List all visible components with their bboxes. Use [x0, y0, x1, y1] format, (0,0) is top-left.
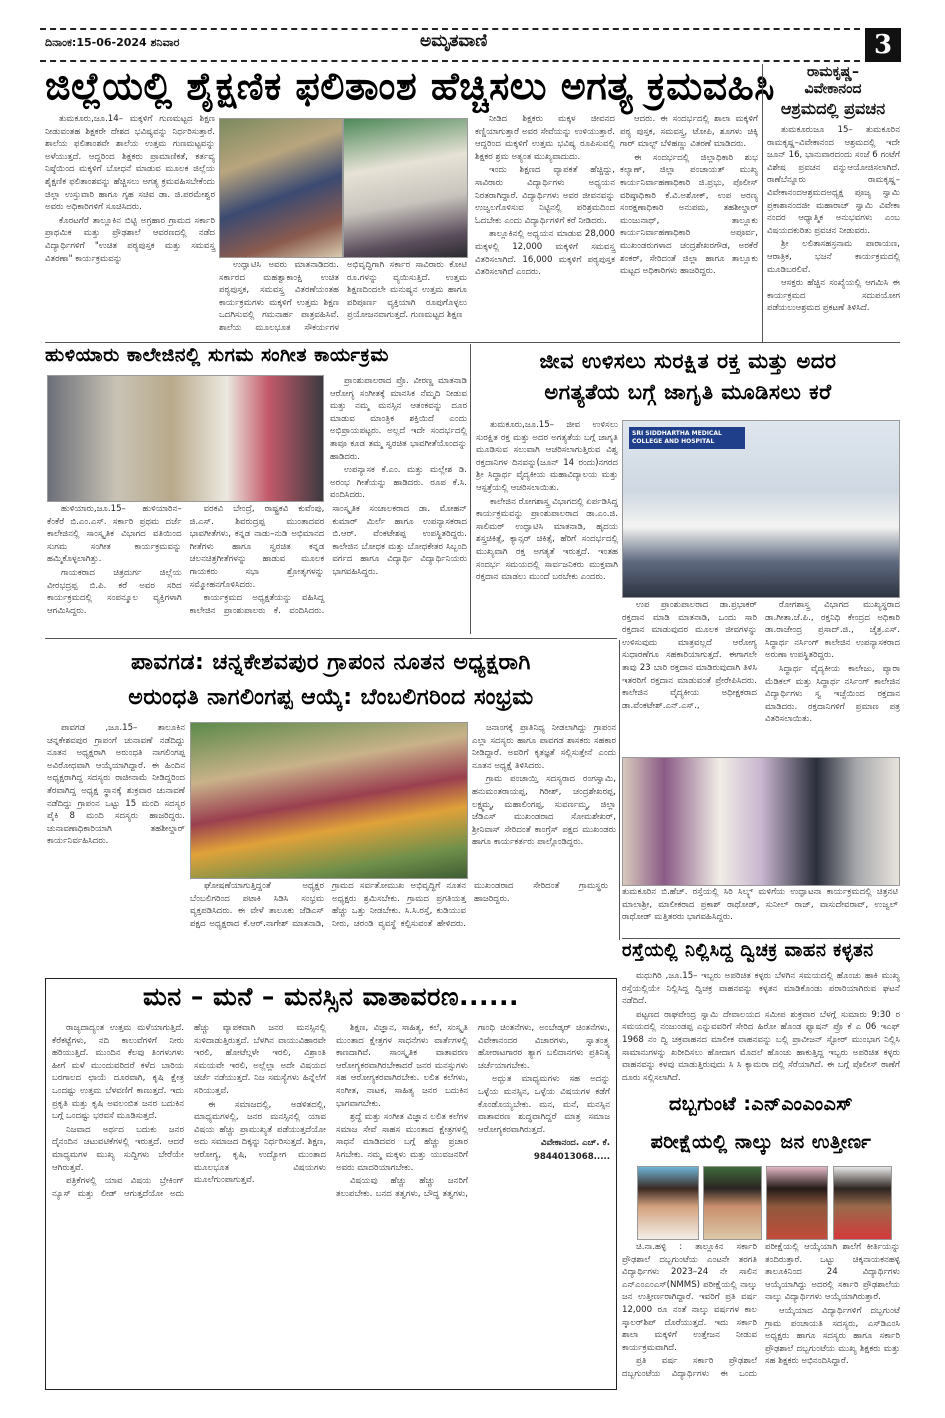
article7-body	[52, 1022, 610, 1384]
page-number: 3	[865, 28, 901, 62]
paragraph: ಕಾರ್ಯಕ್ರಮದ ಅಧ್ಯಕ್ಷತೆಯನ್ನು ವಹಿಸಿದ್ದ ಕಾಲೇಜಿನ ಪ್ರಾಂಶುಪಾಲರು ಕೆ. ವಂದಿಸಿದರು. ಸಾಂಸ್ಕೃತಿಕ ಸಂಚಾಲಕರಾದ ಡಾ. ಮೋಹನ್ ಕುಮಾರ್ ಮಿರ್ಲೆ ಹಾಗೂ ಉಪನ್ಯಾಸಕರಾದ ಬಿ.ಆರ್. ವೆಂಕಟೇಶಪ್ಪ ಉಪಸ್ಥಿತರಿದ್ದರು. ಕಾಲೇಜಿನ ಬೋಧಕ ಮತ್ತು ಬೋಧಕೇತರ ಸಿಬ್ಬಂದಿ ವರ್ಗದ ಹಾಗೂ ವಿದ್ಯಾರ್ಥಿ ವಿದ್ಯಾರ್ಥಿನಿಯರು ಭಾಗವಹಿಸಿದ್ದರು.	[189, 504, 467, 616]
paragraph: ನಿಜವಾದ ಅರ್ಥದ ಬದುಕು ಜನರ ದೈನಂದಿನ ಚಟುವಟಿಕೆಗಳಲ್ಲಿ ಇರುತ್ತದೆ. ಆದರೆ ಮಾಧ್ಯಮಗಳ ಮುಖ್ಯ ಸುದ್ದಿಗಳು ಬೇರೆಯೇ ಆಗಿರುತ್ತವೆ.	[52, 1124, 184, 1173]
article6-body	[622, 1241, 900, 1387]
paragraph: ಕೊರಟಗೆರೆ ತಾಲ್ಲೂಕಿನ ಬಿಟ್ಟಿ ಅಗ್ರಹಾರ ಗ್ರಾಮದ ಸರ್ಕಾರಿ ಪ್ರಾಥಮಿಕ ಮತ್ತು ಪ್ರೌಢಶಾಲೆ ಆವರಣದಲ್ಲಿ ನಡೆದ ವಿದ್ಯಾರ್ಥಿಗಳಿಗೆ "ಉಚಿತ ಪಠ್ಯಪುಸ್ತಕ ಮತ್ತು ಸಮವಸ್ತ್ರ ವಿತರಣಾ" ಕಾರ್ಯಕ್ರಮವನ್ನು	[45, 215, 215, 264]
sidebar-body	[767, 124, 900, 340]
paragraph: ಈ ಸಂದರ್ಭದಲ್ಲಿ ಜಿಲ್ಲಾಧಿಕಾರಿ ಶುಭ ಕಲ್ಯಾಣ್, ಜಿಲ್ಲಾ ಪಂಚಾಯತ್ ಮುಖ್ಯ ಕಾರ್ಯನಿರ್ವಾಹಣಾಧಿಕಾರಿ ಜಿ.ಪ್ರಭು, ಪೊಲೀಸ್ ವರಿಷ್ಠಾಧಿಕಾರಿ ಕೆ.ವಿ.ಅಶೋಕ್, ಉಪ ಅರಣ್ಯ ಸಂರಕ್ಷಣಾಧಿಕಾರಿ ಅನುಪಮ, ತಹಶೀಲ್ದಾರ್ ಮಂಜುನಾಥ್, ತಾಲ್ಲೂಕು ಕಾರ್ಯನಿರ್ವಾಹಣಾಧಿಕಾರಿ ಅಪೂರ್ವ, ಮುಖಂಡರುಗಳಾದ ಚಂದ್ರಶೇಖರಗೌಡ, ಅರಕೆರೆ ಶಂಕರ್, ಸೇರಿದಂತೆ ಜಿಲ್ಲಾ ಹಾಗೂ ತಾಲ್ಲೂಕು ಮಟ್ಟದ ಅಧಿಕಾರಿಗಳು ಹಾಜರಿದ್ದರು.	[620, 152, 758, 277]
paragraph: ತಾಲ್ಲೂಕಿನಲ್ಲಿ ಅಧ್ಯಯನ ಮಾಡುವ 28,000 ಮಕ್ಕಳಲ್ಲಿ 12,000 ಮಕ್ಕಳಿಗೆ ಸಮವಸ್ತ್ರ ವಿತರಿಸಲಾಗಿದೆ. 16,000 ಮಕ್ಕಳಿಗೆ ಪಠ್ಯಪುಸ್ತಕ ವಿತರಿಸಲಾಗಿದೆ ಎಂದರು.	[475, 229, 615, 278]
paragraph: ಸಿದ್ಧಾರ್ಥ ವೈದ್ಯಕೀಯ ಕಾಲೇಜು, ಪ್ಯಾರಾ ಮೆಡಿಕಲ್ ಮತ್ತು ಸಿದ್ಧಾರ್ಥ ನರ್ಸಿಂಗ್ ಕಾಲೇಜಿನ ವಿದ್ಯಾರ್ಥಿಗಳು ಸ್ವ ಇಚ್ಛೆಯಿಂದ ರಕ್ತದಾನ ಮಾಡಿದರು. ರಕ್ತದಾನಿಗಳಿಗೆ ಪ್ರಮಾಣ ಪತ್ರ ವಿತರಿಸಲಾಯಿತು.	[765, 663, 900, 725]
paragraph: ಪ್ರತಿ ವರ್ಷ ಸರ್ಕಾರಿ ಪ್ರೌಢಶಾಲೆ ದಬ್ಬಗುಂಟೆಯ ವಿದ್ಯಾರ್ಥಿಗಳು ಈ ಒಂದು ಪರೀಕ್ಷೆಯಲ್ಲಿ ಆಯ್ಕೆಯಾಗಿ ಶಾಲೆಗೆ ಕೀರ್ತಿಯನ್ನು ತಂದಿರುತ್ತಾರೆ. ಒಟ್ಟು ಚಿಕ್ಕನಾಯಕನಹಳ್ಳಿ ತಾಲೂಕಿನಿಂದ 24 ವಿದ್ಯಾರ್ಥಿಗಳು ಆಯ್ಕೆಯಾಗಿದ್ದು ಅದರಲ್ಲಿ ಸರ್ಕಾರಿ ಪ್ರೌಢಶಾಲೆಯ ನಾಲ್ಕು ವಿದ್ಯಾರ್ಥಿಗಳು ಆಯ್ಕೆಯಾಗಿರುತ್ತಾರೆ.	[622, 1242, 900, 1379]
paragraph: ಗಾಯಕರಾದ ಚಿತ್ರದುರ್ಗ ಜಿಲ್ಲೆಯ ವೀರಭದ್ರಪ್ಪ ಬಿ.ಪಿ. ಕರೆ ಅವರ ಸರಿದ ಕಾರ್ಯಕ್ರಮದಲ್ಲಿ ಸಂಪನ್ಮೂಲ ವ್ಯಕ್ತಿಗಳಾಗಿ ಆಗಮಿಸಿದ್ದರು.	[47, 567, 182, 616]
headline-line: ಪರೀಕ್ಷೆಯಲ್ಲಿ ನಾಲ್ಕು ಜನ ಉತ್ತೀರ್ಣ	[650, 1131, 872, 1153]
photo-music-program	[47, 375, 324, 502]
article3-col1	[476, 419, 618, 627]
student-photo-1	[637, 1166, 699, 1240]
paragraph: ಜನಾಂಗಕ್ಕೆ ಪ್ರಾತಿನಿಧ್ಯ ನೀಡಲಾಗಿದ್ದು ಗ್ರಾಪಂನ ಎಲ್ಲಾ ಸದಸ್ಯರು ಹಾಗೂ ಪಾವಗಡ ಶಾಸಕರು ಸಹಕಾರ ನೀಡಿದ್ದಾರೆ. ಅವರಿಗೆ ಕೃತಜ್ಞತೆ ಸಲ್ಲಿಸುತ್ತೇನೆ ಎಂದು ನೂತನ ಅಧ್ಯಕ್ಷೆ ತಿಳಿಸಿದರು.	[472, 723, 616, 771]
author-phone: 9844013068.....	[533, 1151, 610, 1162]
section-divider	[622, 938, 900, 939]
paragraph: ವಿಷಯವು ಹೆಚ್ಚು ಹೆಚ್ಚು ಜನರಿಗೆ ತಲುಪಬೇಕು. ಬನದ ತತ್ವಗಳು, ಬೌದ್ಧ ತತ್ವಗಳು, ಗಾಂಧಿ ಚಿಂತನೆಗಳು, ಅಂಬೇಡ್ಕರ್ ಚಿಂತನೆಗಳು, ವಿವೇಕಾನಂದರ ವಿಚಾರಗಳು, ಸ್ವಾತಂತ್ರ್ಯ ಹೋರಾಟಗಾರರ ತ್ಯಾಗ ಬಲಿದಾನಗಳು ಪ್ರತಿನಿತ್ಯ ಚರ್ಚೆಯಾಗಬೇಕು.	[336, 1023, 610, 1199]
photo-minister-distributing-books	[219, 118, 343, 258]
headline-line: ರಾಮಕೃಷ್ಣ–	[806, 64, 860, 80]
column-divider	[762, 64, 763, 342]
issue-date: ದಿನಾಂಕ:15-06-2024 ಶನಿವಾರ	[45, 36, 180, 49]
paragraph: ರೋಗಶಾಸ್ತ್ರ ವಿಭಾಗದ ಮುಖ್ಯಸ್ಥರಾದ ಡಾ.ಗೀತಾ.ಜೆ.ಪಿ., ರಕ್ತನಿಧಿ ಕೇಂದ್ರದ ಅಧಿಕಾರಿ ಡಾ.ರಾಜೇಂದ್ರ ಪ್ರಸಾದ್.ಜಿ., ಚೈತ್ರ.ಎಸ್. ಸಿದ್ಧಾರ್ಥ ನರ್ಸಿಂಗ್ ಕಾಲೇಜಿನ ಉಪನ್ಯಾಸಕರಾದ ಅರುಣಾ ಉಪಸ್ಥಿತರಿದ್ದರು.	[765, 600, 900, 661]
paragraph: ನೀಡಿದ ಶಿಕ್ಷಕರು ಮಕ್ಕಳ ಜೀವನದ ಕಣ್ಣಿಯಾಗುತ್ತಾರೆ ಅವರ ಸೇವೆಯನ್ನು ಉಳಿಯುತ್ತಾರೆ. ಆದ್ದರಿಂದ ಮಕ್ಕಳಿಗೆ ಉತ್ತಮ ಭವಿಷ್ಯ ರೂಪಿಸುವಲ್ಲಿ ಶಿಕ್ಷಕರ ಶ್ರಮ ಅತ್ಯಂತ ಮುಖ್ಯವಾದುದು.	[475, 114, 615, 162]
article5-body	[622, 970, 900, 1083]
photo-president-felicitation	[190, 722, 468, 879]
paragraph: ಪ್ರಾಂಶುಪಾಲರಾದ ಪ್ರೊ. ವೀರಣ್ಣ ಮಾತನಾಡಿ ಆರೋಗ್ಯ ಸಂಗೀತಕ್ಕೆ ಮಾನಸಿಕ ನೆಮ್ಮದಿ ನೀಡುವ ಮತ್ತು ನಮ್ಮ ಮನಸ್ಸಿನ ಆತಂಕವನ್ನು ದೂರ ಮಾಡುವ ಮಾಂತ್ರಿಕ ಶಕ್ತಿಯಿದೆ ಎಂದು ಅಭಿಪ್ರಾಯಪಟ್ಟರು. ಅಲ್ಲದೆ ಇದೇ ಸಂದರ್ಭದಲ್ಲಿ ತಾವೂ ಕೂಡ ತಮ್ಮ ಸ್ವರಚಿತ ಭಾವಗೀತೆಯೊಂದನ್ನು ಹಾಡಿದರು.	[330, 376, 467, 462]
photo-caption: ತುಮಕೂರಿನ ಬಿ.ಹೆಚ್. ರಸ್ತೆಯಲ್ಲಿ ಸಿರಿ ಸಿಲ್ಕ್ಸ್ ಮಳಿಗೆಯ ಉದ್ಘಾಟನಾ ಕಾರ್ಯಕ್ರಮದಲ್ಲಿ ಚಿತ್ರನಟಿ ಮಾಲಾಶ್ರೀ, ಮಾಲೀಕರಾದ ಪ್ರಕಾಶ್ ರಾಥೋಡ್, ಸುನೀಲ್ ರಾಜ್, ವಾಸುದೇವರಾವ್, ಉಜ್ವಲ್ ರಾಥೋಡ್ ಮತ್ತಿತರರು ಭಾಗವಹಿಸಿದ್ದರು.	[622, 887, 898, 923]
article3-below	[622, 599, 900, 745]
article6-headline	[622, 1085, 900, 1161]
newspaper-name: ಅಮೃತವಾಣಿ	[420, 31, 488, 51]
paragraph: ವರಕವಿ ಬೇಂದ್ರೆ, ರಾಷ್ಟ್ರಕವಿ ಕುವೆಂಪು, ಜಿ.ಎಸ್. ಶಿವರುದ್ರಪ್ಪ ಮುಂತಾದವರ ಭಾವಗೀತೆಗಳು, ಕನ್ನಡ ನಾಡು–ನುಡಿ ಅಭಿಮಾನದ ಗೀತೆಗಳು ಹಾಗೂ ಸ್ವರಚಿತ ಕನ್ನಡ ಚಲನಚಿತ್ರಗೀತೆಗಳನ್ನು ಹಾಡುವ ಮೂಲಕ ಗಾಯಕರು ಸಭಾ ಶ್ರೋತೃಗಳನ್ನು ಸಮ್ಮೋಹನಗೊಳಿಸಿದರು.	[189, 504, 325, 590]
photo-store-inauguration	[622, 757, 900, 886]
article3-headline	[476, 346, 900, 408]
headline-line: ಪಾವಗಡ: ಚನ್ನಕೇಶವಪುರ ಗ್ರಾಪಂನ ನೂತನ ಅಧ್ಯಕ್ಷರಾಗಿ	[131, 650, 531, 675]
author-name: ವಿವೇಕಾನಂದ. ಎಚ್. ಕೆ.	[540, 1138, 610, 1149]
article4-under-photo	[190, 880, 608, 940]
paragraph: ಉಪನ್ಯಾಸಕ ಕೆ.ಎಂ. ಮತ್ತು ಮಲ್ಲೇಶ ಡಿ. ಅರಂಭ ಗೀತೆಯನ್ನು ಹಾಡಿದರು. ರೂಪ ಕೆ.ಸಿ. ವಂದಿಸಿದರು.	[330, 465, 467, 501]
paragraph: ಉದ್ಘಾಟಿಸಿ ಅವರು ಮಾತನಾಡಿದರು. ಸರ್ಕಾರದ ಮಹತ್ವಾಕಾಂಕ್ಷಿ ಉಚಿತ ಪಠ್ಯಪುಸ್ತಕ, ಸಮವಸ್ತ್ರ ವಿತರಣೆಯಂತಹ ಕಾರ್ಯಕ್ರಮಗಳು ಮಕ್ಕಳಿಗೆ ಉತ್ತಮ ಶಿಕ್ಷಣ ಒದಗಿಸುವಲ್ಲಿ ಗಮನಾರ್ಹ ಪಾತ್ರವಹಿಸಿವೆ. ಶಾಲೆಯ ಮೂಲಭೂತ ಸೌಕರ್ಯಗಳ ಅಭಿವೃದ್ಧಿಗಾಗಿ ಸರ್ಕಾರ ಸಾವಿರಾರು ಕೋಟಿ ರೂ.ಗಳನ್ನು ವ್ಯಯಿಸುತ್ತಿದೆ. ಉತ್ತಮ ಶಿಕ್ಷಣದಿಂದಲೇ ಮನುಷ್ಯನ ಉತ್ತಮ ಹಾಗೂ ಪರಿಪೂರ್ಣ ವ್ಯಕ್ತಿಯಾಗಿ ರೂಪುಗೊಳ್ಳಲು ಪ್ರಯೋಜನವಾಗುತ್ತದೆ. ಗುಣಮಟ್ಟದ ಶಿಕ್ಷಣ	[219, 260, 467, 333]
article7-headline: ಮನ – ಮನೆ – ಮನಸ್ಸಿನ ವಾತಾವರಣ......	[142, 982, 520, 1011]
section-divider	[45, 342, 900, 343]
paragraph: ಪಾವಗಡ ,ಜೂ.15– ತಾಲೂಕಿನ ಚನ್ನಕೇಶವಪುರ ಗ್ರಾಪಂಗೆ ಚುನಾವಣೆ ನಡೆದಿದ್ದು ನೂತನ ಅಧ್ಯಕ್ಷರಾಗಿ ಅರುಂಧತಿ ನಾಗಲಿಂಗಪ್ಪ ಅವಿರೋಧವಾಗಿ ಆಯ್ಕೆಯಾಗಿದ್ದಾರೆ. ಈ ಹಿಂದಿನ ಅಧ್ಯಕ್ಷರಾಗಿದ್ದ ಸದಸ್ಯರು ರಾಜೀನಾಮೆ ನೀಡಿದ್ದರಿಂದ ತೆರವಾಗಿದ್ದ ಅಧ್ಯಕ್ಷ ಸ್ಥಾನಕ್ಕೆ ಶುಕ್ರವಾರ ಚುನಾವಣೆ ನಡೆದಿದ್ದು ಗ್ರಾಪಂನ ಒಟ್ಟು 15 ಮಂದಿ ಸದಸ್ಯರ ಪೈಕಿ 8 ಮಂದಿ ಸದಸ್ಯರು ಹಾಜರಿದ್ದರು. ಚುನಾವಣಾಧಿಕಾರಿಯಾಗಿ ತಹಶೀಲ್ದಾರ್ ಕಾರ್ಯನಿರ್ವಹಿಸಿದರು.	[47, 723, 185, 847]
header-bottom-rule	[40, 60, 860, 62]
article1-under-photo	[219, 259, 467, 339]
article2-bottom	[47, 503, 467, 628]
article4-col3	[472, 722, 616, 940]
student-photo-3	[766, 1166, 828, 1240]
headline-line: ದಬ್ಬಗುಂಟೆ :ಎನ್‌ಎಂಎಂಎಸ್	[668, 1093, 854, 1115]
photo-blood-donation-event	[622, 420, 900, 598]
student-photo-2	[703, 1166, 762, 1240]
photo-students-uniform	[343, 118, 468, 258]
paragraph: ಗ್ರಾಮ ಪಂಚಾಯ್ತಿ ಸದಸ್ಯರಾದ ರಂಗಸ್ವಾಮಿ, ಹನುಮಂತರಾಯಪ್ಪ, ಗಿರೀಶ್, ಚಂದ್ರಶೇಖರಪ್ಪ, ಲಕ್ಷ್ಮಮ್ಮ, ಮಹಾಲಿಂಗಪ್ಪ, ಸುವರ್ಣಮ್ಮ, ಜಿಲ್ಲಾ ಜೆಡಿಎಸ್ ಮುಖಂಡರಾದ ಸೋಮಶೇಖರ್, ಶ್ರೀನಿವಾಸ್ ಸೇರಿದಂತೆ ಕಾಂಗ್ರೆಸ್ ಪಕ್ಷದ ಮುಖಂಡರು ಹಾಗೂ ಕಾರ್ಯಕರ್ತರು ಪಾಲ್ಗೊಂಡಿದ್ದರು.	[472, 774, 616, 848]
headline-line: ಅರುಂಧತಿ ನಾಗಲಿಂಗಪ್ಪ ಆಯ್ಕೆ: ಬೆಂಬಲಿಗರಿಂದ ಸಂಭ್ರಮ	[128, 685, 534, 710]
paragraph: ಆದರು. ಈ ಸಂದರ್ಭದಲ್ಲಿ ಶಾಲಾ ಮಕ್ಕಳಿಗೆ ಪಠ್ಯ ಪುಸ್ತಕ, ಸಮವಸ್ತ್ರ, ಟೋಪಿ, ಶೂಗಳು ಚಿಕ್ಕಿ ಗಾರ್ ಮಾಲ್ಟ್ ಬೆಳಿಹಣ್ಣು ವಿತರಣೆ ಮಾಡಿದರು.	[620, 114, 758, 150]
paragraph: ಆಸಕ್ತರು ಹೆಚ್ಚಿನ ಸಂಖ್ಯೆಯಲ್ಲಿ ಆಗಮಿಸಿ ಈ ಕಾರ್ಯಕ್ರಮದ ಸದುಪಯೋಗ ಪಡೆಯಲುಆಶ್ರಮದ ಪ್ರಕಟಣೆ ತಿಳಿಸಿದೆ.	[767, 278, 900, 314]
paragraph: ಆಯ್ಕೆಯಾದ ವಿದ್ಯಾರ್ಥಿಗಳಿಗೆ ದಬ್ಬಗುಂಟೆ ಗ್ರಾಮ ಪಂಚಾಯತಿ ಸದಸ್ಯರು, ಎಸ್‌ಡಿಎಂಸಿ ಅಧ್ಯಕ್ಷರು ಹಾಗೂ ಸದಸ್ಯರು ಹಾಗೂ ಸರ್ಕಾರಿ ಪ್ರೌಢಶಾಲೆ ದಬ್ಬಗುಂಟೆಯ ಮುಖ್ಯ ಶಿಕ್ಷಕರು ಮತ್ತು ಸಹ ಶಿಕ್ಷಕರು ಅಭಿನಂದಿಸಿದ್ದಾರೆ.	[765, 1305, 900, 1367]
paragraph: ಈ ಸಮಾಜದಲ್ಲಿ, ಅಡಳಿತದಲ್ಲಿ, ಮಾಧ್ಯಮಗಳಲ್ಲಿ, ಜನರ ಮನಸ್ಸಿನಲ್ಲಿ ಯಾವ ವಿಷಯ ಹೆಚ್ಚು ಪ್ರಾಮುಖ್ಯತೆ ಪಡೆಯುತ್ತದೆಯೋ ಅದು ಸಮಾಜದ ದಿಕ್ಕನ್ನು ನಿರ್ಧರಿಸುತ್ತದೆ. ಶಿಕ್ಷಣ, ಆರೋಗ್ಯ, ಕೃಷಿ, ಉದ್ಯೋಗ ಮುಂತಾದ ಮೂಲಭೂತ ವಿಷಯಗಳು ಮೂಲೆಗುಂಪಾಗುತ್ತವೆ.	[194, 1099, 326, 1186]
sidebar-headline	[766, 64, 900, 120]
paragraph: ತುಮಕೂರು,ಜೂ.15– ಜೀವ ಉಳಿಸಲು ಸುರಕ್ಷಿತ ರಕ್ತ ಮತ್ತು ಅದರ ಅಗತ್ಯತೆಯ ಬಗ್ಗೆ ಜಾಗೃತಿ ಮೂಡಿಸುವ ಸಲುವಾಗಿ ಆಚರಿಸಲಾಗುತ್ತಿರುವ ವಿಶ್ವ ರಕ್ತದಾನಿಗಳ ದಿನವನ್ನು(ಜೂನ್ 14 ರಂದು)ನಗರದ ಶ್ರೀ ಸಿದ್ಧಾರ್ಥ ವೈದ್ಯಕೀಯ ಮಹಾವಿದ್ಯಾಲಯ ಮತ್ತು ಆಸ್ಪತ್ರೆಯಲ್ಲಿ ಆಚರಿಸಲಾಯಿತು.	[476, 420, 618, 493]
paragraph: ಪಟ್ಟಣದ ರಾಘವೇಂದ್ರ ಸ್ವಾಮಿ ದೇವಾಲಯದ ಸಮೀಪ ಶುಕ್ರವಾರ ಬೆಳಗ್ಗೆ ಸುಮಾರು 9:30 ರ ಸಮಯದಲ್ಲಿ ನಂಜುಂಡಪ್ಪ ಎನ್ನುವವರಿಗೆ ಸೇರಿದ ಹಿರೋ ಹೊಂಡ ಫ್ಯಾಷನ್ ಪ್ರೊ ಕೆ ಎ 06 ಇಎಫ್ 1968 ನಂ ದ್ವಿ ಚಕ್ರವಾಹನದ ಮಾಲೀಕ ವಾಹನವನ್ನು ಬಲ್ಲಿ ಪ್ರಾವೀಜನ್ ಸ್ಟೋರ್ ಮುಂಭಾಗ ನಿಲ್ಲಿಸಿ ಸಾಮಾನುಗಳನ್ನು ಖರೀದಿಸಲು ಹೋದಾಗ ಮೊದಲೆ ಹೊಂಚು ಹಾಕುತ್ತಿದ್ದ ಇಬ್ಬರು ಅಪರಿಚಿತ ಕಳ್ಳರು ವಾಹನವನ್ನು ಕಳವು ಮಾಡುತ್ತಿರುವುದು ಸಿ ಸಿ ಕ್ಯಾಮರಾ ದಲ್ಲಿ ಸೆರೆಯಾಗಿದೆ. ಈ ಬಗ್ಗೆ ಪೊಲೀಸ್ ಠಾಣೆಗೆ ದೂರು ಸಲ್ಲಿಸಲಾಗಿದೆ.	[622, 1009, 900, 1083]
section-divider	[45, 638, 617, 639]
paragraph: ರಾಜ್ಯದಾದ್ಯಂತ ಉತ್ತಮ ಮಳೆಯಾಗುತ್ತಿದೆ. ಕೆರೆಕಟ್ಟೆಗಳು, ನದಿ ಕಾಲುವೆಗಳಿಗೆ ನೀರು ಹರಿಯುತ್ತಿದೆ. ಮುಂದಿನ ಕೆಲವು ತಿಂಗಳುಗಳು ಹೀಗೆ ಮಳೆ ಮುಂದುವರಿದರೆ ಕಳೆದ ಬಾರಿಯ ಬರಗಾಲದ ಛಾಯೆ ದೂರವಾಗಿ, ಕೃಷಿ ಕ್ಷೇತ್ರ ಒಂದಷ್ಟು ಉತ್ತಮ ಬೆಳವಣಿಗೆ ಕಾಣುತ್ತದೆ. ಇದು ಪ್ರಕೃತಿ ಮತ್ತು ಕೃಷಿ ಅವಲಂಬಿತ ಜನರ ಬದುಕಿನ ಬಗ್ಗೆ ಒಂದಷ್ಟು ಭರವಸೆ ಮೂಡಿಸುತ್ತದೆ.	[52, 1023, 184, 1122]
headline-line: ಅಗತ್ಯತೆಯ ಬಗ್ಗೆ ಜಾಗೃತಿ ಮೂಡಿಸಲು ಕರೆ	[544, 380, 832, 404]
article2-headline: ಹುಳಿಯಾರು ಕಾಲೇಜಿನಲ್ಲಿ ಸುಗಮ ಸಂಗೀತ ಕಾರ್ಯಕ್ರಮ	[45, 344, 389, 366]
paragraph: ತುಮಕೂರು,ಜೂ.14– ಮಕ್ಕಳಿಗೆ ಗುಣಮಟ್ಟದ ಶಿಕ್ಷಣ ನೀಡುವಂತಹ ಶಿಕ್ಷಕರೇ ದೇಶದ ಭವಿಷ್ಯವನ್ನು ನಿರ್ಧರಿಸುತ್ತಾರೆ. ಶಾಲೆಯ ಫಲಿತಾಂಶವೇ ಶಾಲೆಯ ಉತ್ತಮ ಗುಣಮಟ್ಟವನ್ನು ಅಳೆಯುತ್ತದೆ. ಆದ್ದರಿಂದ ಶಿಕ್ಷಕರು ಪ್ರಾಮಾಣಿಕತೆ, ಕರ್ತವ್ಯ ನಿಷ್ಠೆಯಿಂದ ಮಕ್ಕಳಿಗೆ ಬೋಧನೆ ಮಾಡುವ ಮೂಲಕ ಜಿಲ್ಲೆಯ ಶೈಕ್ಷಣಿಕ ಫಲಿತಾಂಶವನ್ನು ಹೆಚ್ಚಿಸಲು ಅಗತ್ಯ ಕ್ರಮವಹಿಸಬೇಕೆಂದು ಜಿಲ್ಲಾ ಉಸ್ತುವಾರಿ ಹಾಗೂ ಗೃಹ ಸಚಿವ ಡಾ. ಜಿ.ಪರಮೇಶ್ವರ ಅವರು ಅಧಿಕಾರಿಗಳಿಗೆ ಸೂಚಿಸಿದರು.	[45, 114, 215, 213]
article4-headline	[45, 645, 617, 715]
article2-side	[330, 375, 467, 500]
paragraph: ಕಾಲೇಜಿನ ರೋಗಶಾಸ್ತ್ರ ವಿಭಾಗದಲ್ಲಿ ಏರ್ಪಡಿಸಿದ್ದ ಕಾರ್ಯಕ್ರಮವನ್ನು ಪ್ರಾಂಶುಪಾಲರಾದ ಡಾ.ಎಂ.ಜಿ. ಸಾಲಿಮಠ್ ಉದ್ಘಾಟಿಸಿ ಮಾತನಾಡಿ, ಹೃದಯ ಶಸ್ತ್ರಚಿಕಿತ್ಸೆ, ಕ್ಯಾನ್ಸರ್ ಚಿಕಿತ್ಸೆ, ಹೆರಿಗೆ ಸಂದರ್ಭದಲ್ಲಿ ಮುಖ್ಯವಾಗಿ ರಕ್ತ ಅಗತ್ಯತೆ ಇರುತ್ತದೆ. ಇಂತಹ ಸಂದರ್ಭ ಸಮಯದಲ್ಲಿ ಸಾರ್ವಜನಿಕರು ಮುಕ್ತವಾಗಿ ರಕ್ತದಾನ ಮಾಡಲು ಮುಂದೆ ಬರಬೇಕು ಎಂದರು.	[476, 496, 618, 583]
paragraph: ಶ್ರೀ ಲಲಿತಾಸಹಸ್ರನಾಮ ಪಾರಾಯಣ, ಆರಾತ್ರಿಕ, ಭಜನೆ ಕಾರ್ಯಕ್ರಮದಲ್ಲಿ ಮೂಡಿಬರಲಿವೆ.	[767, 239, 900, 275]
paragraph: ಶಿಕ್ಷಣ, ವಿಜ್ಞಾನ, ಸಾಹಿತ್ಯ, ಕಲೆ, ಸಂಸ್ಕೃತಿ ಮುಂತಾದ ಕ್ಷೇತ್ರಗಳ ಸಾಧನೆಗಳು ವಾರ್ತೆಗಳಲ್ಲಿ ಕಾಣದಾಗಿವೆ. ಸಾಂಸ್ಕೃತಿಕ ವಾತಾವರಣ ಆರೋಗ್ಯಕರವಾಗಿರಬೇಕಾದರೆ ಜನರ ಮನಸ್ಸುಗಳು ಸಹ ಆರೋಗ್ಯಕರವಾಗಿರಬೇಕು. ಲಲಿತ ಕಲೆಗಳು, ಸಂಗೀತ, ನಾಟಕ, ಸಾಹಿತ್ಯ ಜನರ ಬದುಕಿನ ಭಾಗವಾಗಬೇಕು.	[336, 1023, 468, 1109]
headline-line: ವಿವೇಕಾನಂದ	[804, 81, 862, 97]
paragraph: ತುಮಕೂರುಜೂ 15– ತುಮಕೂರಿನ ರಾಮಕೃಷ್ಣ–ವಿವೇಕಾನಂದ ಆಶ್ರಮದಲ್ಲಿ ಇದೇ ಜೂನ್ 16, ಭಾನುವಾರದಂದು ಸಂಜೆ 6 ಗಂಟೆಗೆ ವಿಶೇಷ ಪ್ರವಚನ ವನ್ನುಆಯೋಜಿಸಲಾಗಿದೆ. ರಾಣೆಬೆನ್ನೂರು ರಾಮಕೃಷ್ಣ–ವಿವೇಕಾನಂದಆಶ್ರಮದಅಧ್ಯಕ್ಷ ಪೂಜ್ಯ ಸ್ವಾಮಿ ಪ್ರಕಾಶಾನಂದಜೀ ಮಹಾರಾಜ್ ಸ್ವಾಮಿ ವಿವೇಕಾ ನಂದರ ಆಧ್ಯಾತ್ಮಿಕ ಅನುಭವಗಳು ಎಂಬ ವಿಷಯದಕುರಿತು ಪ್ರವಚನ ನೀಡುವರು.	[767, 125, 900, 236]
article1-col4	[620, 113, 758, 339]
paragraph: ಹುಳಿಯಾರು,ಜೂ.15– ಹುಳಿಯಾರಿನ–ಕೆಂಕೆರೆ ಬಿ.ಎಂ.ಎಸ್. ಸರ್ಕಾರಿ ಪ್ರಥಮ ದರ್ಜೆ ಕಾಲೇಜಿನಲ್ಲಿ ಸಾಂಸ್ಕೃತಿಕ ವಿಭಾಗದ ವತಿಯಿಂದ ಸುಗಮ ಸಂಗೀತ ಕಾರ್ಯಕ್ರಮವನ್ನು ಹಮ್ಮಿಕೊಳ್ಳಲಾಗಿತ್ತು.	[47, 504, 182, 565]
student-photo-4	[833, 1166, 892, 1240]
column-divider	[470, 344, 471, 634]
paragraph: ಇಂದು ಶಿಕ್ಷಣದ ವ್ಯಾಪಕತೆ ಹೆಚ್ಚಿದ್ದು, ಸಾವಿರಾರು ವಿದ್ಯಾರ್ಥಿಗಳು ಅಧ್ಯಯನ ನಿರತರಾಗಿದ್ದಾರೆ. ವಿದ್ಯಾರ್ಥಿಗಳು ಅವರ ಜೀವನವನ್ನು ಉಜ್ವಲಗೊಳಿಸುವ ನಿಟ್ಟಿನಲ್ಲಿ ಪರಿಶ್ರಮದಿಂದ ಓದಬೇಕು ಎಂದು ವಿದ್ಯಾರ್ಥಿಗಳಿಗೆ ಕರೆ ನೀಡಿದರು.	[475, 165, 615, 226]
paragraph: ಶ್ರದ್ಧೆ ಮತ್ತು ಸಂಗೀತ ವಿಜ್ಞಾನ ಲಲಿತ ಕಲೆಗಳ ಸಮಾಜ ಸೇವೆ ಸಾಹಸ ಮುಂತಾದ ಕ್ಷೇತ್ರಗಳಲ್ಲಿ ಸಾಧನೆ ಮಾಡಿದವರ ಬಗ್ಗೆ ಹೆಚ್ಚು ಪ್ರಚಾರ ಸಿಗಬೇಕು. ನಮ್ಮ ಮಕ್ಕಳು ಮತ್ತು ಯುವಜನರಿಗೆ ಅವರು ಮಾದರಿಯಾಗಬೇಕು.	[336, 1112, 468, 1173]
column-divider	[619, 640, 620, 940]
paragraph: ಚಿ.ನಾ.ಹಳ್ಳಿ : ತಾಲ್ಲೂಕಿನ ಸರ್ಕಾರಿ ಪ್ರೌಢಶಾಲೆ ದಬ್ಬಗುಂಟೆಯ ಎಂಟನೇ ತರಗತಿ ವಿದ್ಯಾರ್ಥಿಗಳು 2023–24 ನೇ ಸಾಲಿನ ಎನ್‌ಎಂಎಂಎಸ್(NMMS) ಪರೀಕ್ಷೆಯಲ್ಲಿ ನಾಲ್ಕು ಜನ ಉತ್ತೀರ್ಣರಾಗಿದ್ದಾರೆ. ಇವರಿಗೆ ಪ್ರತಿ ವರ್ಷ 12,000 ರೂ ನಂತೆ ನಾಲ್ಕು ವರ್ಷಗಳ ಕಾಲ ಸ್ಕಾಲರ್‌ಶಿಪ್ ದೊರೆಯುತ್ತದೆ. ಇದು ಸರ್ಕಾರಿ ಶಾಲಾ ಮಕ್ಕಳಿಗೆ ಉತ್ತೇಜನ ನೀಡುವ ಕಾರ್ಯಕ್ರಮವಾಗಿದೆ.	[622, 1242, 757, 1353]
paragraph: ಘೋಷಣೆಯಾಗುತ್ತಿದ್ದಂತೆ ಅಧ್ಯಕ್ಷರ ಬೆಂಬಲಿಗರಿಂದ ಪಟಾಕಿ ಸಿಡಿಸಿ ಸಂಭ್ರಮ ವ್ಯಕ್ತಪಡಿಸಿದರು. ಈ ವೇಳೆ ತಾಲೂಕು ಜೆಡಿಎಸ್ ಪಕ್ಷದ ಅಧ್ಯಕ್ಷರಾದ ಕೆ.ಆರ್.ನಾಗೇಶ್ ಮಾತನಾಡಿ, ಗ್ರಾಮದ ಸರ್ವತೋಮುಖ ಅಭಿವೃದ್ಧಿಗೆ ನೂತನ ಅಧ್ಯಕ್ಷರು ಶ್ರಮಿಸಬೇಕು. ಗ್ರಾಮದ ಪ್ರಗತಿಯತ್ತ ಹೆಚ್ಚು ಒತ್ತು ನೀಡಬೇಕು. ಸಿ.ಸಿ.ರಸ್ತೆ, ಕುಡಿಯುವ ನೀರು, ಚರಂಡಿ ವ್ಯವಸ್ಥೆ ಕಲ್ಪಿಸುವಂತೆ ಹೇಳಿದರು. ಮುಖಂಡರಾದ ಸೇರಿದಂತೆ ಗ್ರಾಮಸ್ಥರು ಹಾಜರಿದ್ದರು.	[190, 881, 608, 929]
headline-line: ಆಶ್ರಮದಲ್ಲಿ ಪ್ರವಚನ	[780, 99, 886, 118]
paragraph: ಮಧುಗಿರಿ ,ಜೂ.15– ಇಬ್ಬರು ಅಪರಿಚಿತ ಕಳ್ಳರು ಬೆಳಗಿನ ಸಮಯದಲ್ಲಿ ಹೊಂಚು ಹಾಕಿ ಮುಖ್ಯ ರಸ್ತೆಯಲ್ಲಿಯೇ ನಿಲ್ಲಿಸಿದ್ದ ದ್ವಿಚಕ್ರ ವಾಹನವನ್ನು ಕಳ್ಳತನ ಮಾಡಿಕೊಂಡು ಪರಾರಿಯಾಗಿರುವ ಘಟನೆ ನಡೆದಿದೆ.	[622, 971, 900, 1007]
article1-col1	[45, 113, 215, 339]
hospital-banner: SRI SIDDHARTHA MEDICAL COLLEGE AND HOSPITAL	[629, 427, 745, 449]
article1-headline: ಜಿಲ್ಲೆಯಲ್ಲಿ ಶೈಕ್ಷಣಿಕ ಫಲಿತಾಂಶ ಹೆಚ್ಚಿಸಲು ಅಗತ್ಯ ಕ್ರಮವಹಿಸಿ	[45, 64, 775, 108]
article4-col1	[47, 722, 185, 940]
headline-line: ಜೀವ ಉಳಿಸಲು ಸುರಕ್ಷಿತ ರಕ್ತ ಮತ್ತು ಅದರ	[539, 349, 837, 373]
paragraph: ಅದ್ಭುತ ಮಾಧ್ಯಮಗಳು ಸಹ ಅದನ್ನು ಒಳ್ಳೆಯ ಮನಸ್ಸಿನ, ಒಳ್ಳೆಯ ವಿಷಯಗಳ ಕಡೆಗೆ ಕೊಂಡೊಯ್ಯಬೇಕು. ಮನ, ಮನೆ, ಮನಸ್ಸಿನ ವಾತಾವರಣ ಶುದ್ಧವಾಗಿದ್ದರೆ ಮಾತ್ರ ಸಮಾಜ ಆರೋಗ್ಯಕರವಾಗಿರುತ್ತದೆ.	[478, 1074, 610, 1135]
article1-col3	[475, 113, 615, 339]
header-top-rule	[40, 28, 860, 30]
paragraph: ಪತ್ರಿಕೆಗಳಲ್ಲಿ ಯಾವ ವಿಷಯ ಬ್ರೇಕಿಂಗ್ ನ್ಯೂಸ್ ಮತ್ತು ಲೀಡ್ ಆಗುತ್ತದೆಯೋ ಅದು ಹೆಚ್ಚು ವ್ಯಾಪಕವಾಗಿ ಜನರ ಮನಸ್ಸಿನಲ್ಲಿ ಸುಳಿದಾಡುತ್ತಿರುತ್ತದೆ. ಬೆಳಗಿನ ವಾಯುವಿಹಾರವೇ ಇರಲಿ, ಹೋಟೆಲ್ಗಳೇ ಇರಲಿ, ವಿಶ್ರಾಂತಿ ಸಮಯವೇ ಇರಲಿ, ಅಲ್ಲೆಲ್ಲಾ ಅದೇ ವಿಷಯದ ಚರ್ಚೆ ನಡೆಯುತ್ತದೆ. ನಿಜ ಸಮಸ್ಯೆಗಳು ಹಿನ್ನೆಲೆಗೆ ಸರಿಯುತ್ತವೆ.	[52, 1023, 326, 1199]
paragraph: ಉಪ ಪ್ರಾಂಶುಪಾಲರಾದ ಡಾ.ಪ್ರಭಾಕರ್ ರಕ್ತದಾನ ಮಾಡಿ ಮಾತನಾಡಿ, ಒಂದು ಸಾರಿ ರಕ್ತದಾನ ಮಾಡುವುದರ ಮೂಲಕ ಜೀವಗಳನ್ನು ಉಳಿಸುವುದು ಮಾತ್ರವಲ್ಲದೆ ಆರೋಗ್ಯ ಸುಧಾರಣೆಗೂ ಸಹಕಾರಿಯಾಗುತ್ತದೆ. ಈಗಾಗಲೇ ತಾವು 23 ಬಾರಿ ರಕ್ತದಾನ ಮಾಡಿರುವುದಾಗಿ ತಿಳಿಸಿ ಇತರರಿಗೆ ರಕ್ತದಾನ ಮಾಡುವಂತೆ ಪ್ರೇರೇಪಿಸಿದರು. ಕಾಲೇಜಿನ ವೈದ್ಯಕೀಯ ಅಧೀಕ್ಷಕರಾದ ಡಾ.ವೆಂಕಟೇಶ್.ಎನ್.ಎಸ್.,	[622, 600, 757, 711]
article5-headline: ರಸ್ತೆಯಲ್ಲಿ ನಿಲ್ಲಿಸಿದ್ದ ದ್ವಿಚಕ್ರ ವಾಹನ ಕಳ್ಳತನ	[622, 940, 874, 961]
